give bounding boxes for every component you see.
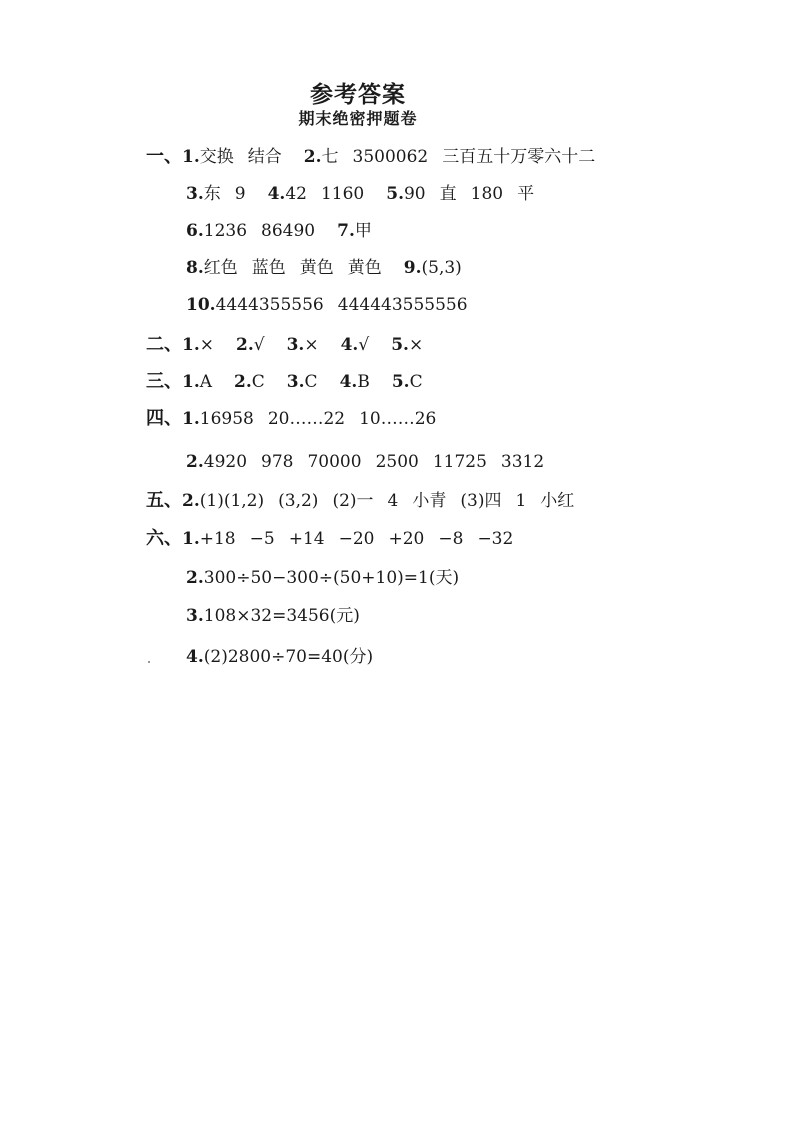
question-number: 6. xyxy=(186,221,204,241)
answer-text: (2)一 xyxy=(332,491,374,511)
answer-text: C xyxy=(304,372,318,392)
answer-text: 黄色 xyxy=(347,258,382,278)
answer-text: 978 xyxy=(261,452,294,472)
answer-text: +20 xyxy=(388,529,425,549)
question-number: 2. xyxy=(303,147,322,167)
answer-text: 90 xyxy=(403,184,426,204)
answer-text: √ xyxy=(358,335,370,355)
answer-line xyxy=(146,527,513,551)
question-number: 1. xyxy=(182,529,200,549)
question-number: 2. xyxy=(186,568,204,588)
answer-text: (2)2800÷70=40(分) xyxy=(203,647,374,667)
answer-text: 1236 xyxy=(203,221,248,241)
answer-text: 108×32=3456(元) xyxy=(203,606,360,626)
answer-text: 交换 xyxy=(199,147,234,167)
question-number: 4. xyxy=(339,372,358,392)
answer-text: 三百五十万零六十二 xyxy=(442,147,596,167)
answer-text: 平 xyxy=(517,184,535,204)
question-number: 4. xyxy=(340,335,359,355)
answer-line xyxy=(146,489,574,513)
section-label: 一、 xyxy=(146,146,182,167)
answer-text: −20 xyxy=(338,529,375,549)
answer-text: 3312 xyxy=(500,452,545,472)
section-label: 三、 xyxy=(146,371,182,392)
answer-text: (3)四 xyxy=(460,491,502,511)
question-number: 10. xyxy=(186,295,216,315)
answer-text: 东 xyxy=(203,184,221,204)
answer-text: (3,2) xyxy=(278,491,319,511)
answer-text: 红色 xyxy=(203,258,238,278)
answer-text: +14 xyxy=(288,529,325,549)
section-label: 四、 xyxy=(146,408,182,429)
answer-line xyxy=(186,182,534,206)
section-label: 六、 xyxy=(146,528,182,549)
question-number: 1. xyxy=(182,409,200,429)
question-number: 3. xyxy=(186,606,204,626)
question-number: 2. xyxy=(186,452,204,472)
question-number: 2. xyxy=(234,372,252,392)
question-number: 4. xyxy=(267,184,286,204)
question-number: 5. xyxy=(391,335,409,355)
answer-line xyxy=(146,370,423,394)
answer-line xyxy=(186,566,459,590)
answer-text: 结合 xyxy=(247,147,282,167)
answer-text: 小青 xyxy=(412,491,447,511)
answer-text: 4 xyxy=(387,491,399,511)
question-number: 2. xyxy=(236,335,254,355)
answer-text: B xyxy=(357,372,370,392)
answer-text: × xyxy=(408,335,424,355)
question-number: 9. xyxy=(403,258,422,278)
answer-text: 9 xyxy=(234,184,246,204)
answer-text: 黄色 xyxy=(299,258,334,278)
question-number: 1. xyxy=(182,335,200,355)
answer-text: 300÷50−300÷(50+10)=1(天) xyxy=(203,568,460,588)
answer-text: 42 xyxy=(285,184,307,204)
answer-text: +18 xyxy=(199,529,236,549)
answer-text: −5 xyxy=(249,529,275,549)
stray-dot xyxy=(148,661,150,663)
answer-text: 直 xyxy=(439,184,457,204)
question-number: 3. xyxy=(286,372,305,392)
answer-text: 小红 xyxy=(540,491,575,511)
page-subtitle: 期末绝密押题卷 xyxy=(298,109,418,128)
answer-text: 2500 xyxy=(375,452,419,472)
answer-line xyxy=(146,407,436,431)
question-number: 7. xyxy=(337,221,355,241)
answer-text: −32 xyxy=(477,529,514,549)
answer-text: 70000 xyxy=(307,452,362,472)
answer-text: 180 xyxy=(470,184,504,204)
answer-text: 4920 xyxy=(203,452,248,472)
answer-text: 甲 xyxy=(354,221,372,241)
question-number: 3. xyxy=(286,335,305,355)
answer-text: 11725 xyxy=(432,452,487,472)
question-number: 4. xyxy=(186,647,204,667)
answer-text: C xyxy=(251,372,265,392)
answer-line xyxy=(186,450,544,474)
section-label: 五、 xyxy=(146,490,182,511)
answer-line xyxy=(186,645,373,669)
answer-text: −8 xyxy=(438,529,464,549)
answer-text: A xyxy=(199,372,213,392)
answer-text: 1 xyxy=(515,491,527,511)
section-label: 二、 xyxy=(146,334,182,355)
question-number: 3. xyxy=(186,184,204,204)
answer-line xyxy=(186,219,372,243)
answer-line xyxy=(186,293,468,317)
answer-text: 七 xyxy=(321,147,339,167)
answer-line xyxy=(186,604,360,628)
answer-line xyxy=(186,256,462,280)
answer-line xyxy=(146,145,595,169)
answer-text: 10……26 xyxy=(359,409,437,429)
answer-text: √ xyxy=(253,335,265,355)
answer-text: 3500062 xyxy=(352,147,429,167)
answer-text: (5,3) xyxy=(421,258,462,278)
question-number: 1. xyxy=(182,147,200,167)
page-title: 参考答案 xyxy=(310,81,406,108)
answer-text: 4444355556 xyxy=(215,295,324,315)
answer-text: 1160 xyxy=(320,184,365,204)
question-number: 2. xyxy=(182,491,200,511)
question-number: 5. xyxy=(391,372,410,392)
question-number: 8. xyxy=(186,258,204,278)
answer-text: 蓝色 xyxy=(251,258,286,278)
question-number: 5. xyxy=(386,184,404,204)
answer-text: 86490 xyxy=(261,221,316,241)
answer-text: 444443555556 xyxy=(337,295,468,315)
question-number: 1. xyxy=(182,372,200,392)
answer-text: × xyxy=(304,335,319,355)
answer-text: (1)(1,2) xyxy=(199,491,265,511)
answer-text: C xyxy=(409,372,423,392)
answer-text: 16958 xyxy=(199,409,254,429)
answer-text: × xyxy=(199,335,214,355)
answer-line xyxy=(146,333,423,357)
answer-text: 20……22 xyxy=(267,409,346,429)
